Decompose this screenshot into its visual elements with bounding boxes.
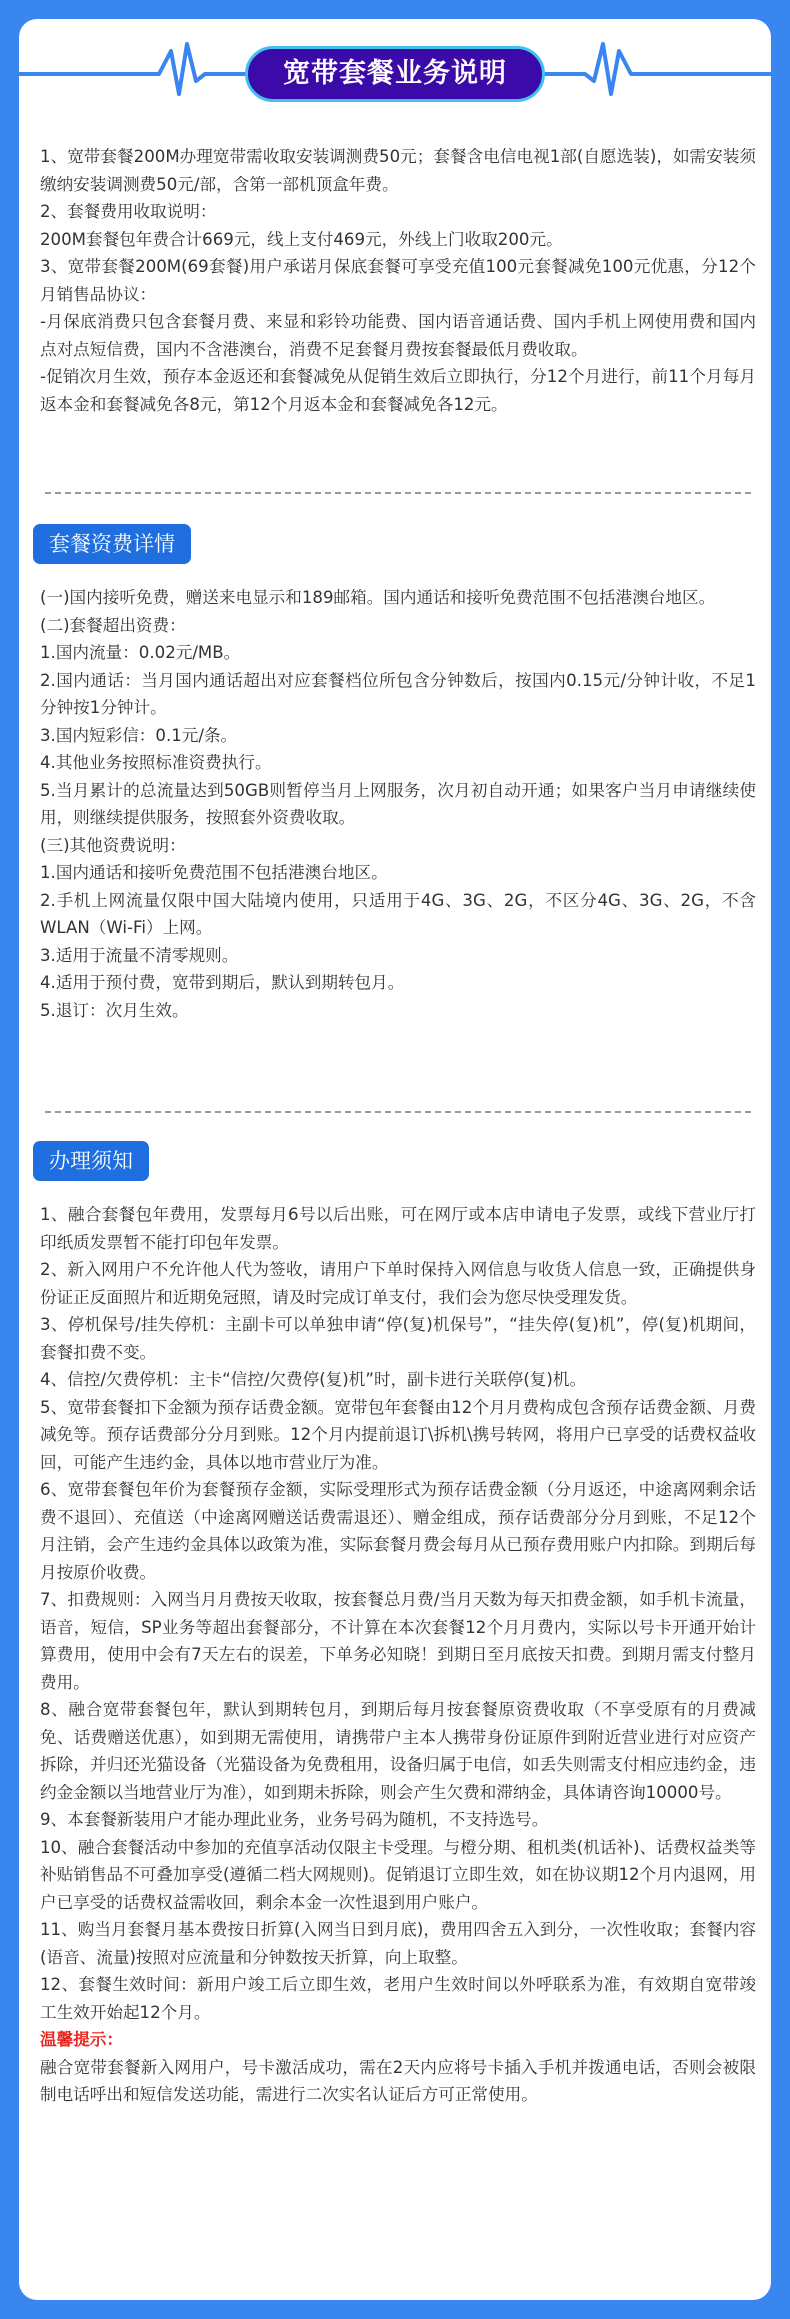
- notice-line: 5、宽带套餐扣下金额为预存话费金额。宽带包年套餐由12个月月费构成包含预存话费金额、月费减免等。预存话费部分分月到账。12个月内提前退订\拆机\携号转网，将用户已享受的话费权益收回，可能产生违约金，具体以地市营业厅为准。: [40, 1397, 756, 1472]
- notice-line: 8、融合宽带套餐包年，默认到期转包月，到期后每月按套餐原资费收取（不享受原有的月费减免、话费赠送优惠），如到期无需使用，请携带户主本人携带身份证原件到附近营业进行对应资产拆除，并归还光猫设备（光猫设备为免费租用，设备归属于电信，如丢失则需支付相应违约金，违约金金额以当地营业厅为准），如到期未拆除，则会产生欠费和滞纳金，具体请咨询10000号。: [40, 1700, 756, 1802]
- intro-line: 2、套餐费用收取说明：: [40, 202, 217, 221]
- notice-line: 11、购当月套餐月基本费按日折算(入网当日到月底)，费用四舍五入到分，一次性收取；套餐内容(语音、流量)按照对应流量和分钟数按天折算，向上取整。: [40, 1920, 756, 1967]
- intro-line: 1、宽带套餐200M办理宽带需收取安装调测费50元；套餐含电信电视1部(自愿选装)，如需安装须缴纳安装调测费50元/部，含第一部机顶盒年费。: [40, 147, 756, 194]
- details-line: 4.适用于预付费，宽带到期后，默认到期转包月。: [40, 973, 405, 992]
- details-line: 2.手机上网流量仅限中国大陆境内使用，只适用于4G、3G、2G，不区分4G、3G、2G，不含WLAN（Wi-Fi）上网。: [40, 890, 756, 937]
- notice-line: 9、本套餐新装用户才能办理此业务，业务号码为随机，不支持选号。: [40, 1810, 549, 1829]
- notice-line: 1、融合套餐包年费用，发票每月6号以后出账，可在网厅或本店申请电子发票，或线下营业厅打印纸质发票暂不能打印包年发票。: [40, 1205, 756, 1252]
- intro-line: 3、宽带套餐200M(69套餐)用户承诺月保底套餐可享受充值100元套餐减免100元优惠，分12个月销售品协议：: [40, 257, 756, 304]
- page-title: 宽带套餐业务说明: [245, 46, 545, 102]
- intro-section: [40, 143, 756, 418]
- dashed-divider: [45, 492, 751, 494]
- notice-section: [40, 1201, 756, 2109]
- details-line: 3.适用于流量不清零规则。: [40, 945, 239, 965]
- details-line: (三)其他资费说明：: [40, 835, 186, 855]
- notice-line: 3、停机保号/挂失停机：主副卡可以单独申请“停(复)机保号”，“挂失停(复)机”，停(复)机期间，套餐扣费不变。: [40, 1315, 756, 1362]
- details-line: 3.国内短彩信：0.1元/条。: [40, 725, 238, 745]
- notice-line: 2、新入网用户不允许他人代为签收，请用户下单时保持入网信息与收货人信息一致，正确提供身份证正反面照片和近期免冠照，请及时完成订单支付，我们会为您尽快受理发货。: [40, 1260, 756, 1307]
- details-line: 5.退订：次月生效。: [40, 1000, 189, 1020]
- notice-line: 6、宽带套餐包年价为套餐预存金额，实际受理形式为预存话费金额（分月返还，中途离网剩余话费不退回）、充值送（中途离网赠送话费需退还）、赠金组成，预存话费部分分月到账，不足12个月注销，会产生违约金具体以政策为准，实际套餐月费会每月从已预存费用账户内扣除。到期后每月按原价收费。: [40, 1480, 756, 1582]
- warm-tip-text: 融合宽带套餐新入网用户，号卡激活成功，需在2天内应将号卡插入手机并拨通电话，否则会被限制电话呼出和短信发送功能，需进行二次实名认证后方可正常使用。: [40, 2057, 756, 2104]
- intro-line: -月保底消费只包含套餐月费、来显和彩铃功能费、国内语音通话费、国内手机上网使用费和国内点对点短信费，国内不含港澳台，消费不足套餐月费按套餐最低月费收取。: [40, 312, 756, 359]
- intro-line: 200M套餐包年费合计669元，线上支付469元，外线上门收取200元。: [40, 229, 563, 249]
- details-line: (一)国内接听免费，赠送来电显示和189邮箱。国内通话和接听免费范围不包括港澳台地区。: [40, 588, 716, 607]
- section-tag-details: 套餐资费详情: [33, 524, 191, 564]
- details-line: 4.其他业务按照标准资费执行。: [40, 753, 272, 772]
- details-line: (二)套餐超出资费：: [40, 615, 186, 635]
- section-tag-notice: 办理须知: [33, 1141, 149, 1181]
- intro-line: -促销次月生效，预存本金返还和套餐减免从促销生效后立即执行，分12个月进行，前11个月每月返本金和套餐减免各8元，第12个月返本金和套餐减免各12元。: [40, 367, 756, 414]
- notice-line: 12、套餐生效时间：新用户竣工后立即生效，老用户生效时间以外呼联系为准，有效期自宽带竣工生效开始起12个月。: [40, 1975, 756, 2022]
- warm-tip-title: 温馨提示：: [40, 2030, 123, 2049]
- details-line: 1.国内流量：0.02元/MB。: [40, 643, 241, 662]
- notice-line: 4、信控/欠费停机：主卡“信控/欠费停(复)机”时，副卡进行关联停(复)机。: [40, 1370, 587, 1389]
- details-section: [40, 584, 756, 1024]
- notice-line: 10、融合套餐活动中参加的充值享活动仅限主卡受理。与橙分期、租机类(机话补)、话费权益类等补贴销售品不可叠加享受(遵循二档大网规则)。促销退订立即生效，如在协议期12个月内退网，用户已享受的话费权益需收回，剩余本金一次性退到用户账户。: [40, 1837, 756, 1912]
- details-line: 5.当月累计的总流量达到50GB则暂停当月上网服务，次月初自动开通；如果客户当月申请继续使用，则继续提供服务，按照套外资费收取。: [40, 780, 756, 827]
- details-line: 1.国内通话和接听免费范围不包括港澳台地区。: [40, 863, 388, 882]
- notice-line: 7、扣费规则：入网当月月费按天收取，按套餐总月费/当月天数为每天扣费金额，如手机卡流量，语音，短信，SP业务等超出套餐部分，不计算在本次套餐12个月月费内，实际以号卡开通开始计算费用，使用中会有7天左右的误差，下单务必知晓！到期日至月底按天扣费。到期月需支付整月费用。: [40, 1590, 756, 1692]
- dashed-divider: [45, 1111, 751, 1113]
- content-card: [19, 19, 771, 2300]
- details-line: 2.国内通话：当月国内通话超出对应套餐档位所包含分钟数后，按国内0.15元/分钟计收，不足1分钟按1分钟计。: [40, 670, 756, 717]
- title-banner: [19, 39, 771, 109]
